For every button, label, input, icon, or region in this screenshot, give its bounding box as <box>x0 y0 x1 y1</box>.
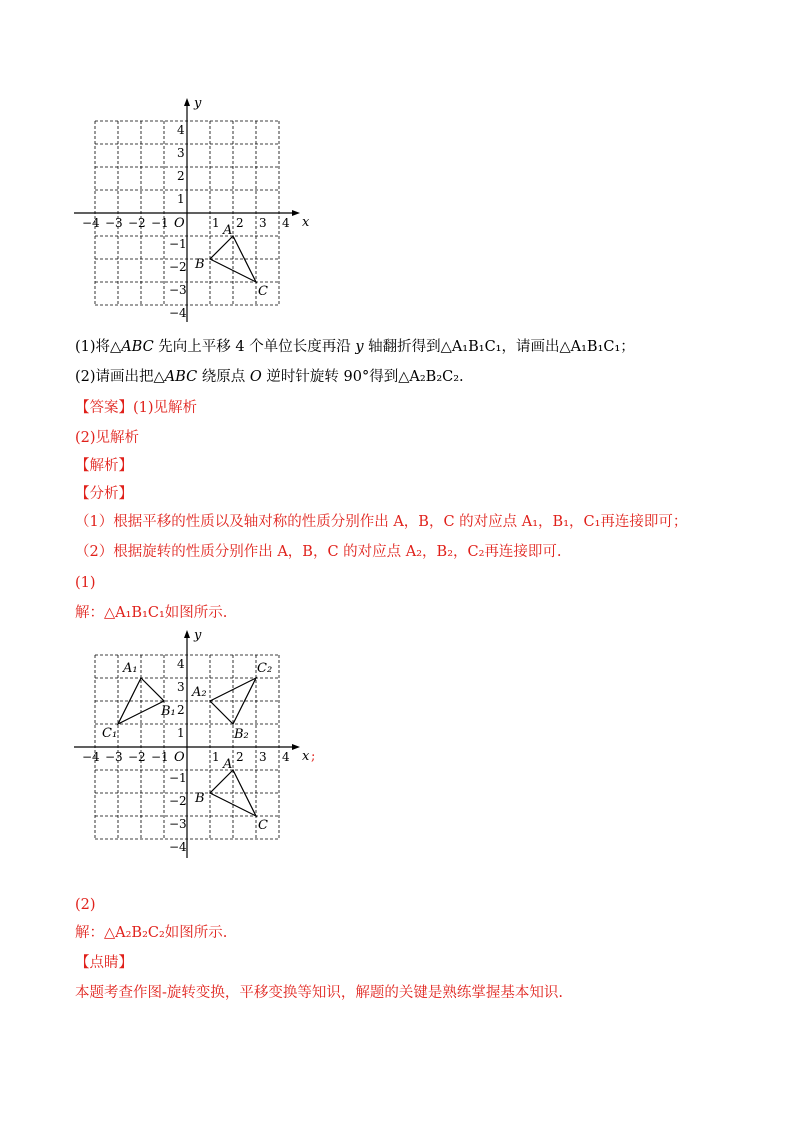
fenxi-label: 【分析】 <box>75 486 133 502</box>
svg-text:−4: −4 <box>169 840 187 854</box>
point-a1-label: A₁ <box>123 661 138 676</box>
x-axis-label-1: x <box>302 215 310 230</box>
svg-text:−4: −4 <box>82 750 100 764</box>
y-axis-label-2: y <box>194 628 202 643</box>
svg-text:−3: −3 <box>169 817 187 831</box>
svg-text:3: 3 <box>259 750 267 764</box>
origin-label-2: O <box>174 750 185 765</box>
svg-text:−3: −3 <box>105 750 123 764</box>
coordinate-figure-1 <box>60 90 330 330</box>
svg-text:4: 4 <box>177 123 185 137</box>
point-a2-label: A₂ <box>192 685 207 700</box>
dianjing-label: 【点睛】 <box>75 955 133 971</box>
origin-label-1: O <box>174 216 185 231</box>
point-b-label-1: B <box>195 257 205 272</box>
solution-2-number: (2) <box>75 897 96 913</box>
point-c-label-1: C <box>258 284 268 299</box>
point-a-label-1: A <box>223 223 233 238</box>
svg-text:1: 1 <box>212 216 220 230</box>
svg-text:−2: −2 <box>169 260 187 274</box>
svg-text:−1: −1 <box>169 771 187 785</box>
svg-text:4: 4 <box>177 657 185 671</box>
y-axis-label-1: y <box>194 96 202 111</box>
point-b1-label: B₁ <box>161 704 176 719</box>
solution-1-number: (1) <box>75 575 96 591</box>
x-tick-labels-1 <box>82 216 290 230</box>
point-c2-label: C₂ <box>257 661 273 676</box>
x-axis-label-2: x <box>302 749 310 764</box>
x-tick-labels-2 <box>82 750 290 764</box>
svg-text:1: 1 <box>177 726 185 740</box>
svg-text:2: 2 <box>236 216 244 230</box>
question-1: (1)将△ABC 先向上平移 4 个单位长度再沿 y 轴翻折得到△A₁B₁C₁，请画出△A₁B₁C₁； <box>75 339 635 355</box>
svg-text:4: 4 <box>282 750 290 764</box>
point-b2-label: B₂ <box>234 727 249 742</box>
svg-text:−1: −1 <box>169 237 187 251</box>
svg-text:1: 1 <box>212 750 220 764</box>
solution-1-text: 解：△A₁B₁C₁如图所示. <box>75 605 228 621</box>
svg-text:4: 4 <box>282 216 290 230</box>
svg-text:−2: −2 <box>128 750 146 764</box>
fenxi-step-1: （1）根据平移的性质以及轴对称的性质分别作出 A，B，C 的对应点 A₁，B₁，C₁再连接即可； <box>75 514 688 530</box>
coordinate-figure-2 <box>60 622 330 867</box>
point-c-label-2: C <box>258 818 268 833</box>
svg-text:−4: −4 <box>82 216 100 230</box>
svg-text:3: 3 <box>177 680 185 694</box>
analysis-label: 【解析】 <box>75 458 133 474</box>
svg-text:2: 2 <box>177 169 185 183</box>
svg-text:−3: −3 <box>169 283 187 297</box>
answer-label: 【答案】(1)见解析 <box>75 400 198 416</box>
svg-text:−1: −1 <box>151 216 169 230</box>
question-2: (2)请画出把△ABC 绕原点 O 逆时针旋转 90°得到△A₂B₂C₂. <box>75 369 464 385</box>
point-c1-label: C₁ <box>102 726 118 741</box>
svg-text:−3: −3 <box>105 216 123 230</box>
dianjing-text: 本题考查作图-旋转变换，平移变换等知识，解题的关键是熟练掌握基本知识. <box>75 985 564 1001</box>
point-a-label-2: A <box>223 757 233 772</box>
svg-text:−2: −2 <box>169 794 187 808</box>
point-b-label-2: B <box>195 791 205 806</box>
x-axis-suffix-2: ; <box>311 749 316 764</box>
svg-text:−1: −1 <box>151 750 169 764</box>
svg-text:−2: −2 <box>128 216 146 230</box>
fenxi-step-2: （2）根据旋转的性质分别作出 A，B，C 的对应点 A₂，B₂，C₂再连接即可. <box>75 544 562 560</box>
svg-text:2: 2 <box>236 750 244 764</box>
svg-text:3: 3 <box>177 146 185 160</box>
svg-text:−4: −4 <box>169 306 187 320</box>
svg-text:3: 3 <box>259 216 267 230</box>
solution-2-text: 解：△A₂B₂C₂如图所示. <box>75 925 228 941</box>
svg-text:2: 2 <box>177 703 185 717</box>
answer-part-2: (2)见解析 <box>75 430 140 446</box>
svg-text:1: 1 <box>177 192 185 206</box>
